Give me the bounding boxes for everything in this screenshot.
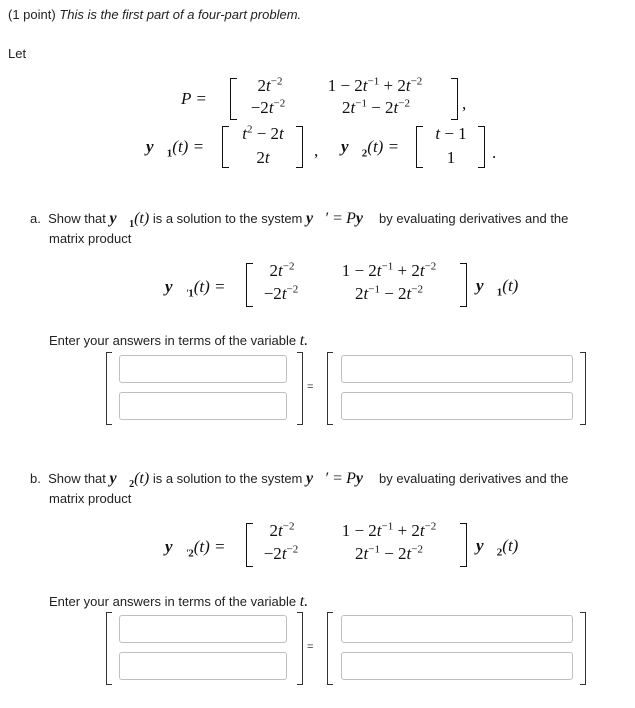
part-a-instruction: Enter your answers in terms of the variable t. bbox=[49, 332, 309, 349]
part-a-equals: = bbox=[307, 381, 314, 393]
part-a-entry-11: $2t^{-2}$ bbox=[269, 260, 295, 280]
part-b-right-bracket bbox=[460, 523, 467, 567]
part-a-prompt: a. Show that $y⃗_1(t)$ is a solution to the system y⃗′ = Py⃗ by evaluating derivatives and the bbox=[30, 210, 569, 231]
y2-right-bracket bbox=[478, 126, 485, 168]
part-a-lhs-input-row2[interactable] bbox=[119, 392, 287, 420]
part-a-entry-12: $1 - 2t^{-1} + 2t^{-2}$ bbox=[341, 260, 437, 280]
y1-comma: , bbox=[314, 141, 319, 160]
part-a-rhs-vector: $y⃗_1(t)$ bbox=[476, 276, 519, 299]
P-comma: , bbox=[462, 94, 467, 113]
P-entry-21: $-2t^{-2}$ bbox=[250, 97, 286, 117]
part-a-entry-21: $-2t^{-2}$ bbox=[263, 283, 299, 303]
y1-label: $y⃗_1(t)$ = bbox=[146, 137, 205, 160]
part-a-rhs-input-row2[interactable] bbox=[341, 392, 573, 420]
intro-text: This is the first part of a four-part problem. bbox=[59, 7, 302, 22]
part-b-answer-right-bracket-2 bbox=[580, 612, 586, 685]
part-b-prompt-line2: matrix product bbox=[49, 491, 132, 506]
y2-period: . bbox=[492, 143, 497, 162]
part-b-marker: b. bbox=[30, 471, 41, 486]
part-b-equals: = bbox=[307, 641, 314, 653]
part-a-entry-22: $2t^{-1} - 2t^{-2}$ bbox=[355, 283, 423, 303]
part-b-instruction: Enter your answers in terms of the variable t. bbox=[49, 593, 309, 610]
y2-left-bracket bbox=[416, 126, 423, 168]
part-b-entry-21: $-2t^{-2}$ bbox=[263, 543, 299, 563]
part-a-prompt-line2: matrix product bbox=[49, 231, 132, 246]
part-b-entry-12: $1 - 2t^{-1} + 2t^{-2}$ bbox=[341, 520, 437, 540]
P-entry-11: $2t^{-2}$ bbox=[257, 75, 283, 95]
part-b-lhs-input-row2[interactable] bbox=[119, 652, 287, 680]
problem-header bbox=[8, 7, 301, 22]
part-b-answer-left-bracket-2 bbox=[327, 612, 333, 685]
y2-label: $y⃗_2(t)$ = bbox=[341, 137, 400, 160]
part-b-rhs-input-row1[interactable] bbox=[341, 615, 573, 643]
part-b-entry-11: $2t^{-2}$ bbox=[269, 520, 295, 540]
part-b-prompt: b. Show that $y⃗_2(t)$ is a solution to the system y⃗′ = Py⃗ by evaluating derivatives and the bbox=[30, 470, 569, 491]
part-a-rhs-input-row1[interactable] bbox=[341, 355, 573, 383]
P-label: P = bbox=[181, 89, 207, 108]
let-label: Let bbox=[8, 46, 27, 61]
part-b-lhs-input-row1[interactable] bbox=[119, 615, 287, 643]
part-b-answer-left-bracket-1 bbox=[106, 612, 112, 685]
P-right-bracket bbox=[451, 78, 458, 120]
part-a-lhs-input-row1[interactable] bbox=[119, 355, 287, 383]
part-a-lhs: $y⃗_{'1}(t)$ = bbox=[165, 277, 226, 300]
P-entry-12: $1 - 2t^{-1} + 2t^{-2}$ bbox=[327, 75, 423, 95]
part-a-answer-left-bracket-1 bbox=[106, 352, 112, 425]
points-label: (1 point) bbox=[8, 7, 56, 22]
part-b-entry-22: $2t^{-1} - 2t^{-2}$ bbox=[355, 543, 423, 563]
part-a-right-bracket bbox=[460, 263, 467, 307]
part-b-rhs-input-row2[interactable] bbox=[341, 652, 573, 680]
y1-entry-1: $t^2 - 2t$ bbox=[242, 123, 284, 143]
y2-entry-1: t − 1 bbox=[435, 124, 467, 143]
part-a-answer-right-bracket-1 bbox=[297, 352, 303, 425]
part-b-lhs: $y⃗_{'2}(t)$ = bbox=[165, 537, 226, 560]
P-entry-22: $2t^{-1} - 2t^{-2}$ bbox=[342, 97, 410, 117]
y1-right-bracket bbox=[296, 126, 303, 168]
part-a-answer-right-bracket-2 bbox=[580, 352, 586, 425]
part-a-answer-left-bracket-2 bbox=[327, 352, 333, 425]
y2-entry-2: 1 bbox=[446, 148, 456, 167]
y1-entry-2: 2t bbox=[256, 148, 270, 167]
part-a-marker: a. bbox=[30, 211, 41, 226]
part-b-rhs-vector: $y⃗_2(t)$ bbox=[476, 536, 519, 559]
part-b-answer-right-bracket-1 bbox=[297, 612, 303, 685]
